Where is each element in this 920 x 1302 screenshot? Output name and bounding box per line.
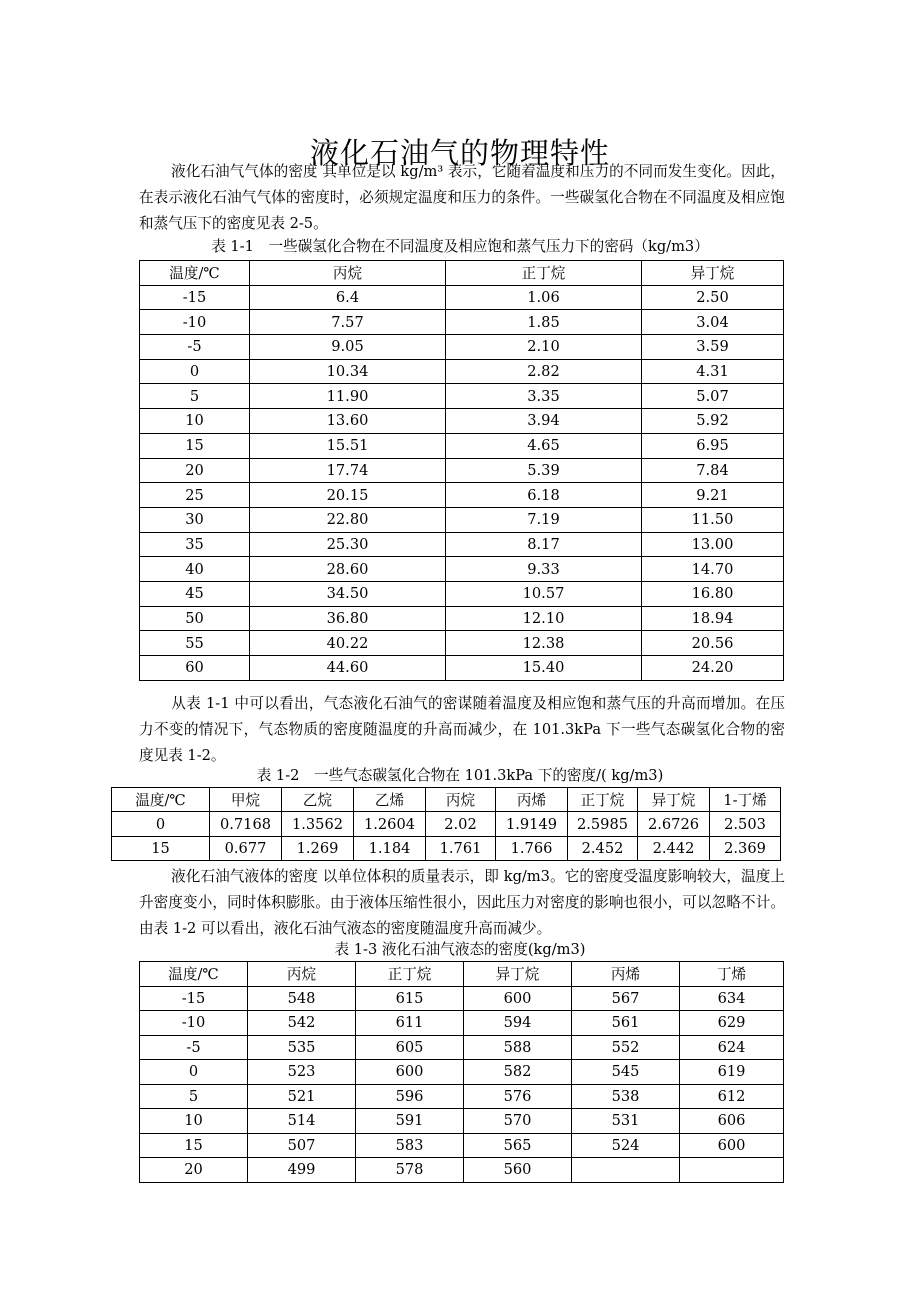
table3-header-row xyxy=(140,962,784,987)
page-title: 液化石油气的物理特性 xyxy=(309,136,610,171)
table1-temperature-cell: 20 xyxy=(140,458,250,483)
table3-row xyxy=(140,1035,784,1060)
table1-value-cell: 4.31 xyxy=(642,359,784,384)
table3-temperature-cell: -15 xyxy=(140,986,248,1011)
table3-value-cell: 545 xyxy=(572,1060,680,1085)
table1-value-cell: 12.10 xyxy=(446,606,642,631)
table3-value-cell: 499 xyxy=(248,1158,356,1183)
table1-row xyxy=(140,507,784,532)
table1-value-cell: 5.07 xyxy=(642,384,784,409)
table1-temperature-cell: 45 xyxy=(140,581,250,606)
table3-value-cell: 605 xyxy=(356,1035,464,1060)
table3-header-cell: 丁烯 xyxy=(680,962,784,987)
table1-temperature-cell: 10 xyxy=(140,409,250,434)
table2-row xyxy=(112,812,781,836)
table1-row xyxy=(140,483,784,508)
paragraph-liquid-density xyxy=(139,864,785,942)
table3-value-cell: 524 xyxy=(572,1133,680,1158)
paragraph-gas-density xyxy=(139,159,785,237)
table3-value-cell: 552 xyxy=(572,1035,680,1060)
table2-value-cell: 1.761 xyxy=(426,836,496,860)
table1-value-cell: 4.65 xyxy=(446,433,642,458)
table1-value-cell: 25.30 xyxy=(250,532,446,557)
table1-value-cell: 9.33 xyxy=(446,557,642,582)
table3-temperature-cell: -10 xyxy=(140,1011,248,1036)
table2-header-cell: 甲烷 xyxy=(210,788,282,812)
table2-value-cell: 1.2604 xyxy=(354,812,426,836)
table1-value-cell: 14.70 xyxy=(642,557,784,582)
table1-temperature-cell: 40 xyxy=(140,557,250,582)
table1-value-cell: 3.35 xyxy=(446,384,642,409)
table2-header-cell: 乙烷 xyxy=(282,788,354,812)
table3-temperature-cell: 10 xyxy=(140,1109,248,1134)
table3-value-cell: 611 xyxy=(356,1011,464,1036)
table3-value-cell: 594 xyxy=(464,1011,572,1036)
table1-row xyxy=(140,433,784,458)
table1-row xyxy=(140,458,784,483)
table2 xyxy=(111,787,781,861)
table1-temperature-cell: 50 xyxy=(140,606,250,631)
table3-value-cell: 521 xyxy=(248,1084,356,1109)
table1-temperature-cell: 55 xyxy=(140,631,250,656)
paragraph-text: 从表 1-1 中可以看出，气态液化石油气的密谋随着温度及相应饱和蒸气压的升高而增加。在压力不变的情况下，气态物质的密度随温度的升高而减少，在 101.3kPa 下一些气态碳氢化合物的密度见表 1-2。 xyxy=(139,695,785,764)
table1-row xyxy=(140,656,784,681)
table3-header-cell: 温度/℃ xyxy=(140,962,248,987)
table3-row xyxy=(140,1109,784,1134)
table1-value-cell: 7.57 xyxy=(250,310,446,335)
table2-caption: 表 1-2 一些气态碳氢化合物在 101.3kPa 下的密度/( kg/m3) xyxy=(256,767,664,784)
table3-value-cell: 591 xyxy=(356,1109,464,1134)
table1-temperature-cell: 25 xyxy=(140,483,250,508)
table2-value-cell: 1.3562 xyxy=(282,812,354,836)
table1-temperature-cell: 15 xyxy=(140,433,250,458)
table3-value-cell: 578 xyxy=(356,1158,464,1183)
table3-value-cell: 565 xyxy=(464,1133,572,1158)
table3-header-cell: 丙烯 xyxy=(572,962,680,987)
table3-value-cell: 531 xyxy=(572,1109,680,1134)
table1-row xyxy=(140,310,784,335)
table1-temperature-cell: -15 xyxy=(140,285,250,310)
table1-value-cell: 9.21 xyxy=(642,483,784,508)
table2-header-cell: 乙烯 xyxy=(354,788,426,812)
table1-row xyxy=(140,631,784,656)
table3-value-cell: 548 xyxy=(248,986,356,1011)
table1-caption: 表 1-1 一些碳氢化合物在不同温度及相应饱和蒸气压力下的密码（kg/m3） xyxy=(211,238,709,255)
table3-body xyxy=(140,986,784,1182)
table1-value-cell: 2.10 xyxy=(446,335,642,360)
table3-value-cell: 514 xyxy=(248,1109,356,1134)
table1 xyxy=(139,260,784,681)
table1-value-cell: 34.50 xyxy=(250,581,446,606)
table1-value-cell: 3.59 xyxy=(642,335,784,360)
table1-value-cell: 22.80 xyxy=(250,507,446,532)
table2-temperature-cell: 0 xyxy=(112,812,210,836)
table3-value-cell: 561 xyxy=(572,1011,680,1036)
table2-value-cell: 0.7168 xyxy=(210,812,282,836)
table1-value-cell: 13.60 xyxy=(250,409,446,434)
table3-value-cell: 600 xyxy=(464,986,572,1011)
table3-value-cell: 523 xyxy=(248,1060,356,1085)
table2-header-cell: 正丁烷 xyxy=(568,788,638,812)
table3-row xyxy=(140,1060,784,1085)
table3-caption: 表 1-3 液化石油气液态的密度(kg/m3) xyxy=(334,941,586,958)
table1-value-cell: 11.50 xyxy=(642,507,784,532)
table1-value-cell: 15.51 xyxy=(250,433,446,458)
table1-temperature-cell: 30 xyxy=(140,507,250,532)
table1-value-cell: 20.15 xyxy=(250,483,446,508)
table1-temperature-cell: -5 xyxy=(140,335,250,360)
table2-header-cell: 1-丁烯 xyxy=(710,788,781,812)
table3-value-cell: 542 xyxy=(248,1011,356,1036)
table3-value-cell xyxy=(680,1158,784,1183)
table1-temperature-cell: 35 xyxy=(140,532,250,557)
table1-temperature-cell: 60 xyxy=(140,656,250,681)
table1-value-cell: 11.90 xyxy=(250,384,446,409)
table3-header-cell: 正丁烷 xyxy=(356,962,464,987)
table3-value-cell: 535 xyxy=(248,1035,356,1060)
table3 xyxy=(139,961,784,1183)
table1-value-cell: 17.74 xyxy=(250,458,446,483)
table1-row xyxy=(140,532,784,557)
table1-value-cell: 10.34 xyxy=(250,359,446,384)
table1-value-cell: 36.80 xyxy=(250,606,446,631)
table3-header-cell: 丙烷 xyxy=(248,962,356,987)
table1-value-cell: 40.22 xyxy=(250,631,446,656)
table3-value-cell xyxy=(572,1158,680,1183)
table3-temperature-cell: 15 xyxy=(140,1133,248,1158)
table3-value-cell: 507 xyxy=(248,1133,356,1158)
table3-row xyxy=(140,1084,784,1109)
table3-value-cell: 612 xyxy=(680,1084,784,1109)
table1-row xyxy=(140,606,784,631)
table1-row xyxy=(140,384,784,409)
table1-row xyxy=(140,359,784,384)
table1-value-cell: 3.04 xyxy=(642,310,784,335)
table3-value-cell: 600 xyxy=(680,1133,784,1158)
table1-value-cell: 16.80 xyxy=(642,581,784,606)
table2-value-cell: 1.184 xyxy=(354,836,426,860)
table1-value-cell: 6.95 xyxy=(642,433,784,458)
table2-value-cell: 0.677 xyxy=(210,836,282,860)
table3-header-cell: 异丁烷 xyxy=(464,962,572,987)
table1-header-row xyxy=(140,261,784,286)
table1-temperature-cell: 0 xyxy=(140,359,250,384)
table3-value-cell: 629 xyxy=(680,1011,784,1036)
table3-value-cell: 588 xyxy=(464,1035,572,1060)
table2-body xyxy=(112,812,781,861)
table3-value-cell: 619 xyxy=(680,1060,784,1085)
table1-row xyxy=(140,285,784,310)
paragraph-gas-trend xyxy=(139,691,785,769)
table3-value-cell: 538 xyxy=(572,1084,680,1109)
table1-value-cell: 3.94 xyxy=(446,409,642,434)
table3-value-cell: 606 xyxy=(680,1109,784,1134)
table1-value-cell: 1.85 xyxy=(446,310,642,335)
table3-row xyxy=(140,1011,784,1036)
table3-temperature-cell: 0 xyxy=(140,1060,248,1085)
table1-value-cell: 5.92 xyxy=(642,409,784,434)
table2-value-cell: 2.5985 xyxy=(568,812,638,836)
table3-value-cell: 596 xyxy=(356,1084,464,1109)
table3-value-cell: 624 xyxy=(680,1035,784,1060)
paragraph-text: 液化石油气气体的密度 其单位是以 kg/m³ 表示，它随着温度和压力的不同而发生变化。因此，在表示液化石油气气体的密度时，必须规定温度和压力的条件。一些碳氢化合物在不同温度及相应饱和蒸气压下的密度见表 2-5。 xyxy=(139,163,785,232)
table1-header-cell: 丙烷 xyxy=(250,261,446,286)
table2-value-cell: 2.02 xyxy=(426,812,496,836)
table1-value-cell: 2.82 xyxy=(446,359,642,384)
table3-row xyxy=(140,986,784,1011)
table2-value-cell: 2.503 xyxy=(710,812,781,836)
table3-value-cell: 576 xyxy=(464,1084,572,1109)
table3-value-cell: 582 xyxy=(464,1060,572,1085)
table2-value-cell: 2.442 xyxy=(638,836,710,860)
table2-value-cell: 1.766 xyxy=(496,836,568,860)
table3-row xyxy=(140,1158,784,1183)
table1-header-cell: 异丁烷 xyxy=(642,261,784,286)
table3-value-cell: 634 xyxy=(680,986,784,1011)
table1-body xyxy=(140,285,784,680)
table1-header-cell: 正丁烷 xyxy=(446,261,642,286)
table1-value-cell: 15.40 xyxy=(446,656,642,681)
table1-value-cell: 6.4 xyxy=(250,285,446,310)
table1-value-cell: 28.60 xyxy=(250,557,446,582)
table2-header-cell: 丙烯 xyxy=(496,788,568,812)
table3-row xyxy=(140,1133,784,1158)
table1-header-cell: 温度/℃ xyxy=(140,261,250,286)
table2-header-cell: 异丁烷 xyxy=(638,788,710,812)
table2-header-cell: 温度/℃ xyxy=(112,788,210,812)
table3-value-cell: 570 xyxy=(464,1109,572,1134)
table1-value-cell: 7.19 xyxy=(446,507,642,532)
table2-header-row xyxy=(112,788,781,812)
table1-value-cell: 1.06 xyxy=(446,285,642,310)
paragraph-text: 液化石油气液体的密度 以单位体积的质量表示，即 kg/m3。它的密度受温度影响较大，温度上升密度变小，同时体积膨胀。由于液体压缩性很小，因此压力对密度的影响也很小，可以忽略不计。由表 1-2 可以看出，液化石油气液态的密度随温度升高而减少。 xyxy=(139,868,785,937)
table1-value-cell: 12.38 xyxy=(446,631,642,656)
table2-value-cell: 2.452 xyxy=(568,836,638,860)
table3-value-cell: 600 xyxy=(356,1060,464,1085)
table1-value-cell: 8.17 xyxy=(446,532,642,557)
table3-value-cell: 567 xyxy=(572,986,680,1011)
table3-value-cell: 560 xyxy=(464,1158,572,1183)
table1-value-cell: 13.00 xyxy=(642,532,784,557)
table1-value-cell: 9.05 xyxy=(250,335,446,360)
table2-value-cell: 1.269 xyxy=(282,836,354,860)
table1-value-cell: 7.84 xyxy=(642,458,784,483)
table3-temperature-cell: 5 xyxy=(140,1084,248,1109)
table2-value-cell: 2.6726 xyxy=(638,812,710,836)
table1-value-cell: 18.94 xyxy=(642,606,784,631)
table2-temperature-cell: 15 xyxy=(112,836,210,860)
table1-value-cell: 44.60 xyxy=(250,656,446,681)
table3-value-cell: 615 xyxy=(356,986,464,1011)
table3-temperature-cell: -5 xyxy=(140,1035,248,1060)
table2-row xyxy=(112,836,781,860)
table3-value-cell: 583 xyxy=(356,1133,464,1158)
table1-value-cell: 5.39 xyxy=(446,458,642,483)
table2-header-cell: 丙烷 xyxy=(426,788,496,812)
table3-temperature-cell: 20 xyxy=(140,1158,248,1183)
table2-value-cell: 1.9149 xyxy=(496,812,568,836)
table1-row xyxy=(140,581,784,606)
table1-value-cell: 20.56 xyxy=(642,631,784,656)
table1-temperature-cell: 5 xyxy=(140,384,250,409)
table1-temperature-cell: -10 xyxy=(140,310,250,335)
table1-value-cell: 6.18 xyxy=(446,483,642,508)
table1-row xyxy=(140,557,784,582)
table1-value-cell: 10.57 xyxy=(446,581,642,606)
table1-value-cell: 24.20 xyxy=(642,656,784,681)
table1-row xyxy=(140,335,784,360)
table2-value-cell: 2.369 xyxy=(710,836,781,860)
table1-value-cell: 2.50 xyxy=(642,285,784,310)
table1-row xyxy=(140,409,784,434)
